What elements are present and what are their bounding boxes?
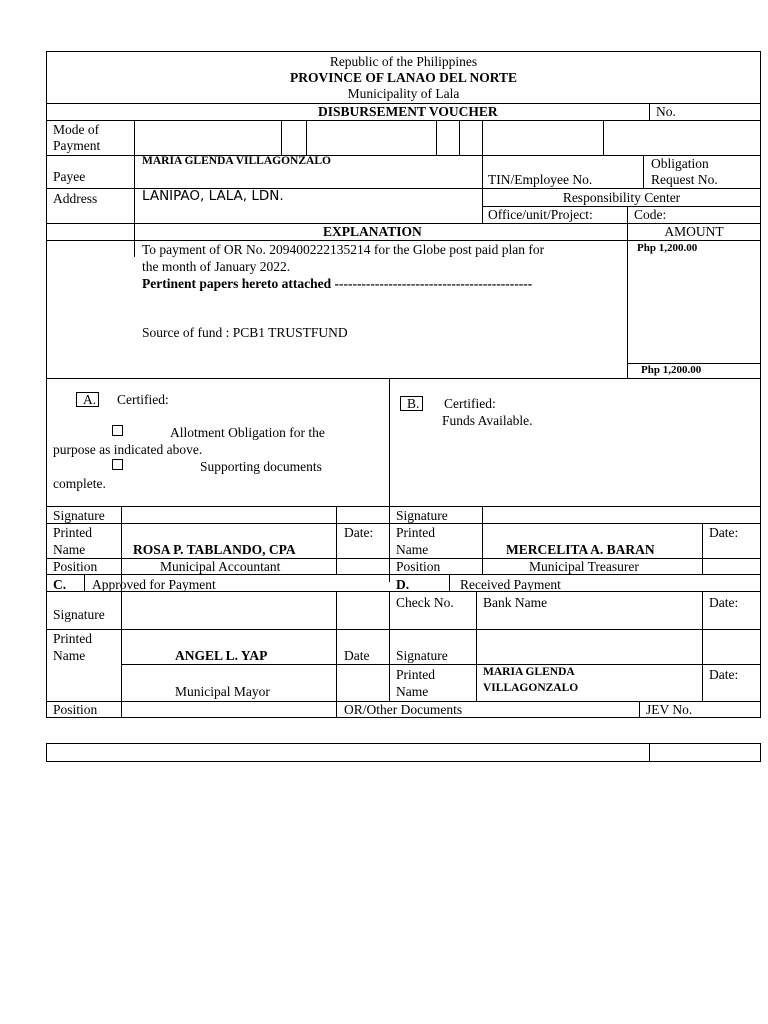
explanation-header: EXPLANATION bbox=[323, 224, 422, 239]
bottom-strip bbox=[46, 743, 761, 762]
payee-label: Payee bbox=[53, 169, 86, 184]
section-a-certified: Certified: bbox=[117, 392, 169, 407]
accountant-position-label: Position bbox=[53, 559, 98, 574]
section-b-letter: B. bbox=[407, 396, 420, 411]
section-d-letter: D. bbox=[396, 577, 410, 592]
check-no-label: Check No. bbox=[396, 595, 454, 610]
treasurer-name: MERCELITA A. BARAN bbox=[506, 542, 655, 557]
section-c-letter: C. bbox=[53, 577, 67, 592]
mayor-date-label: Date bbox=[344, 648, 370, 663]
allotment-obligation-checkbox[interactable] bbox=[112, 425, 123, 436]
amount-total: Php 1,200.00 bbox=[641, 364, 702, 376]
treasurer-position-label: Position bbox=[396, 559, 441, 574]
accountant-printed-label: Printed bbox=[53, 525, 92, 540]
mayor-printed-label: Printed bbox=[53, 631, 92, 646]
supporting-documents-text: Supporting documents bbox=[200, 459, 322, 474]
source-of-fund: Source of fund : PCB1 TRUSTFUND bbox=[142, 325, 348, 340]
jev-no-label: JEV No. bbox=[646, 702, 693, 717]
section-d-title: Received Payment bbox=[460, 577, 561, 592]
check-date-label: Date: bbox=[709, 595, 739, 610]
mayor-position: Municipal Mayor bbox=[175, 684, 270, 699]
amount-value: Php 1,200.00 bbox=[637, 242, 698, 254]
receiver-signature-label: Signature bbox=[396, 648, 448, 663]
mayor-position-label: Position bbox=[53, 702, 98, 717]
funds-available-text: Funds Available. bbox=[442, 413, 533, 428]
payee-name: MARIA GLENDA VILLAGONZALO bbox=[142, 155, 331, 167]
tin-label: TIN/Employee No. bbox=[488, 172, 593, 187]
voucher-no-label: No. bbox=[656, 104, 676, 119]
accountant-name: ROSA P. TABLANDO, CPA bbox=[133, 542, 296, 557]
mode-of-payment-label: Mode of bbox=[53, 122, 100, 137]
receiver-name-line-2: VILLAGONZALO bbox=[483, 682, 579, 694]
province-text: PROVINCE OF LANAO DEL NORTE bbox=[289, 70, 518, 85]
accountant-signature-label: Signature bbox=[53, 508, 105, 523]
mayor-name: ANGEL L. YAP bbox=[175, 648, 268, 663]
or-other-documents-label: OR/Other Documents bbox=[344, 702, 463, 717]
receiver-printed-label: Printed bbox=[396, 667, 435, 682]
republic-text: Republic of the Philippines bbox=[329, 54, 478, 69]
pertinent-papers: Pertinent papers hereto attached -------------------------------------------- bbox=[142, 276, 533, 291]
supporting-documents-checkbox[interactable] bbox=[112, 459, 123, 470]
receiver-name-line-1: MARIA GLENDA bbox=[483, 666, 575, 678]
receiver-date-label: Date: bbox=[709, 667, 739, 682]
bank-name-label: Bank Name bbox=[483, 595, 548, 610]
explanation-line-1: To payment of OR No. 209400222135214 for the Globe post paid plan for bbox=[142, 242, 545, 257]
voucher-frame bbox=[46, 51, 761, 718]
code-label: Code: bbox=[634, 207, 667, 222]
treasurer-printed-label: Printed bbox=[396, 525, 435, 540]
address-label: Address bbox=[53, 191, 98, 206]
mayor-signature-label: Signature bbox=[53, 607, 105, 622]
section-b-certified: Certified: bbox=[444, 396, 496, 411]
explanation-line-2: the month of January 2022. bbox=[142, 259, 291, 274]
municipality-text: Municipality of Lala bbox=[347, 86, 460, 101]
address-value: LANIPAO, LALA, LDN. bbox=[142, 188, 284, 204]
section-c-title: Approved for Payment bbox=[92, 577, 216, 592]
office-unit-project-label: Office/unit/Project: bbox=[488, 207, 593, 222]
treasurer-date-label: Date: bbox=[709, 525, 739, 540]
section-a-letter: A. bbox=[83, 392, 97, 407]
treasurer-signature-label: Signature bbox=[396, 508, 448, 523]
accountant-date-label: Date: bbox=[344, 525, 374, 540]
obligation-request-label: Obligation bbox=[651, 156, 709, 171]
treasurer-position: Municipal Treasurer bbox=[529, 559, 639, 574]
allotment-obligation-text: Allotment Obligation for the bbox=[170, 425, 325, 440]
document-title: DISBURSEMENT VOUCHER bbox=[318, 104, 498, 119]
accountant-position: Municipal Accountant bbox=[160, 559, 281, 574]
amount-header: AMOUNT bbox=[664, 224, 724, 239]
responsibility-center-label: Responsibility Center bbox=[562, 190, 681, 205]
